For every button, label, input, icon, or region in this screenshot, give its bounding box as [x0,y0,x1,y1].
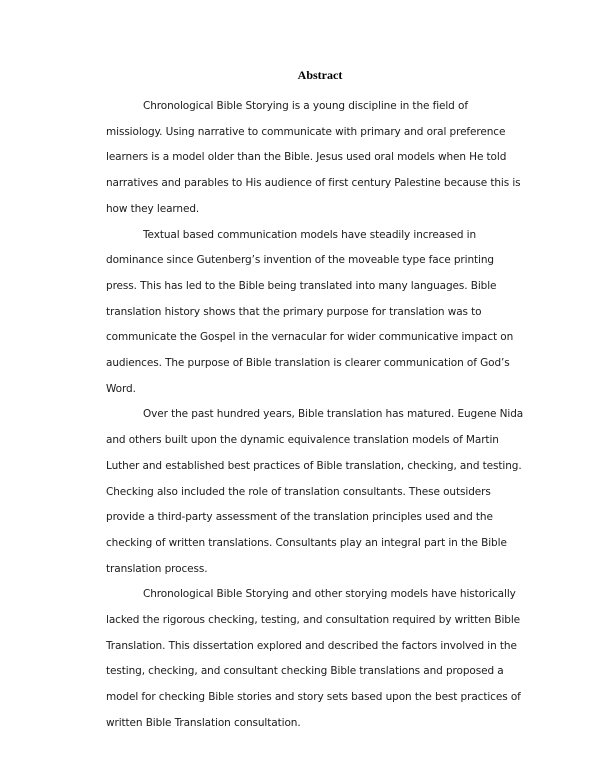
paragraph-2: Textual based communication models have steadily increased in dominance since Gutenberg’s invention of the moveable type face printing press. This has led to the Bible being translated into many languages. Bible translation history shows that the primary purpose for translation was to communicate the Gospel in the vernacular for wider communicative impact on audiences. The purpose of Bible translation is clearer communication of God’s Word. [106,228,514,395]
paragraph-3: Over the past hundred years, Bible translation has matured. Eugene Nida and others built upon the dynamic equivalence translation models of Martin Luther and established best practices of Bible translation, checking, and testing. Checking also included the role of translation consultants. These outsiders provide a third-party assessment of the translation principles used and the checking of written translations. Consultants play an integral part in the Bible translation process. [106,408,524,575]
paragraph-1: Chronological Bible Storying is a young discipline in the field of missiology. Using narrative to communicate with primary and oral preference learners is a model older than the Bible. Jesus used oral models when He told narratives and parables to His audience of first century Palestine because this is how they learned. [106,100,521,215]
paragraph-4: Chronological Bible Storying and other storying models have historically lacked the rigorous checking, testing, and consultation required by written Bible Translation. This dissertation explored and described the factors involved in the testing, checking, and consultant checking Bible translations and proposed a model for checking Bible stories and story sets based upon the best practices of written Bible Translation consultation. [106,588,521,729]
page-title: Abstract [297,68,343,82]
abstract-body [106,94,526,737]
